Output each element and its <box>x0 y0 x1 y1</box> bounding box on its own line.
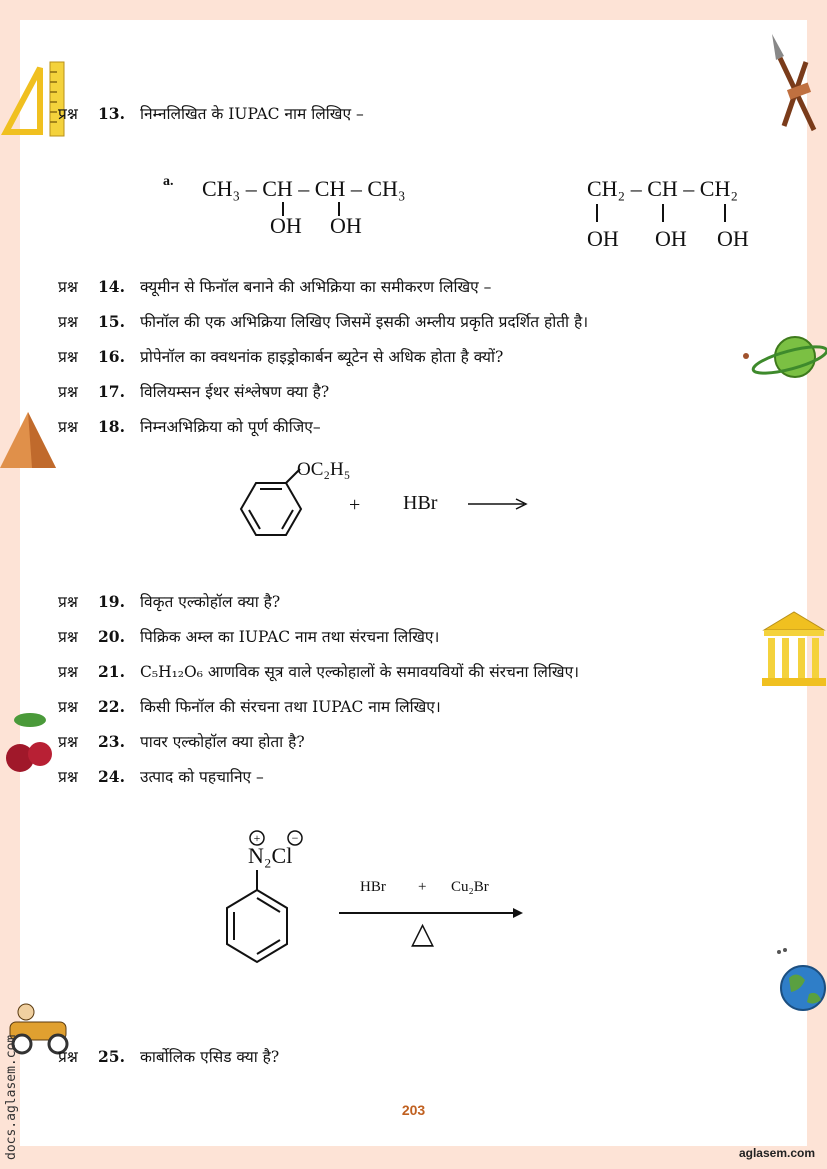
q24-reagent-1: HBr <box>360 879 386 895</box>
question-prefix: प्रश्न <box>58 105 78 123</box>
planet-icon <box>740 330 827 385</box>
q13-right-oh-2: OH <box>655 226 687 251</box>
question-21: प्रश्न 21. C₅H₁₂O₆ आणविक सूत्र वाले एल्कोहालों के समावयवियों की संरचना लिखिए। <box>58 662 580 681</box>
question-14: प्रश्न 14. क्यूमीन से फिनॉल बनाने की अभिक्रिया का समीकरण लिखिए – <box>58 277 492 296</box>
cherries-icon <box>0 708 58 780</box>
q18-plus: + <box>349 494 361 516</box>
question-23: प्रश्न 23. पावर एल्कोहॉल क्या होता है? <box>58 732 305 751</box>
question-16: प्रश्न 16. प्रोपेनॉल का क्वथनांक हाइड्रोकार्बन ब्यूटेन से अधिक होता है क्यों? <box>58 347 504 366</box>
q13-left-chain: CH₃ – CH – CH – CH₃ <box>202 176 406 201</box>
question-24: प्रश्न 24. उत्पाद को पहचानिए – <box>58 767 264 786</box>
svg-text:+: + <box>253 831 261 845</box>
question-19: प्रश्न 19. विकृत एल्कोहॉल क्या है? <box>58 592 281 611</box>
q13-right-oh-1: OH <box>587 226 619 251</box>
ruler-set-square-icon <box>0 60 70 140</box>
question-22: प्रश्न 22. किसी फिनॉल की संरचना तथा IUPAC नाम लिखिए। <box>58 697 441 716</box>
q13-label-a: a. <box>163 174 174 189</box>
globe-icon <box>775 946 827 1018</box>
q24-heat-symbol: △ <box>411 916 435 951</box>
question-20: प्रश्न 20. पिक्रिक अम्ल का IUPAC नाम तथा संरचना लिखिए। <box>58 627 440 646</box>
q13-left-oh-1: OH <box>270 213 302 238</box>
q13-right-oh-3: OH <box>717 226 749 251</box>
q18-arrow <box>466 497 530 511</box>
question-13: प्रश्न 13. निम्नलिखित के IUPAC नाम लिखिए – <box>58 104 364 123</box>
q24-plus: + <box>418 879 427 895</box>
question-18: प्रश्न 18. निम्नअभिक्रिया को पूर्ण कीजिए– <box>58 417 321 436</box>
q18-reagent: HBr <box>403 492 438 514</box>
q24-group: N₂Cl <box>248 843 293 868</box>
q13-left-oh-2: OH <box>330 213 362 238</box>
footer-site: aglasem.com <box>738 1146 815 1160</box>
temple-icon <box>760 608 827 688</box>
q13-right-bonds <box>587 202 767 226</box>
pyramid-icon <box>0 410 58 470</box>
page-number: 203 <box>401 1102 426 1118</box>
question-17: प्रश्न 17. विलियम्सन ईथर संश्लेषण क्या है? <box>58 382 330 401</box>
q24-benzene-ring <box>215 868 305 978</box>
svg-text:−: − <box>291 831 299 845</box>
question-text: निम्नलिखित के IUPAC नाम लिखिए – <box>140 105 364 123</box>
spade-tools-icon <box>762 30 827 135</box>
watermark: docs.aglasem.com <box>4 1034 19 1160</box>
q24-reagent-2: Cu₂Br <box>451 879 489 895</box>
question-15: प्रश्न 15. फीनॉल की एक अभिक्रिया लिखिए जिसमें इसकी अम्लीय प्रकृति प्रदर्शित होती है। <box>58 312 589 331</box>
q18-substituent: OC₂H₅ <box>297 459 351 480</box>
q13-right-chain: CH₂ – CH – CH₂ <box>587 176 739 201</box>
question-25: प्रश्न 25. कार्बोलिक एसिड क्या है? <box>58 1047 280 1066</box>
